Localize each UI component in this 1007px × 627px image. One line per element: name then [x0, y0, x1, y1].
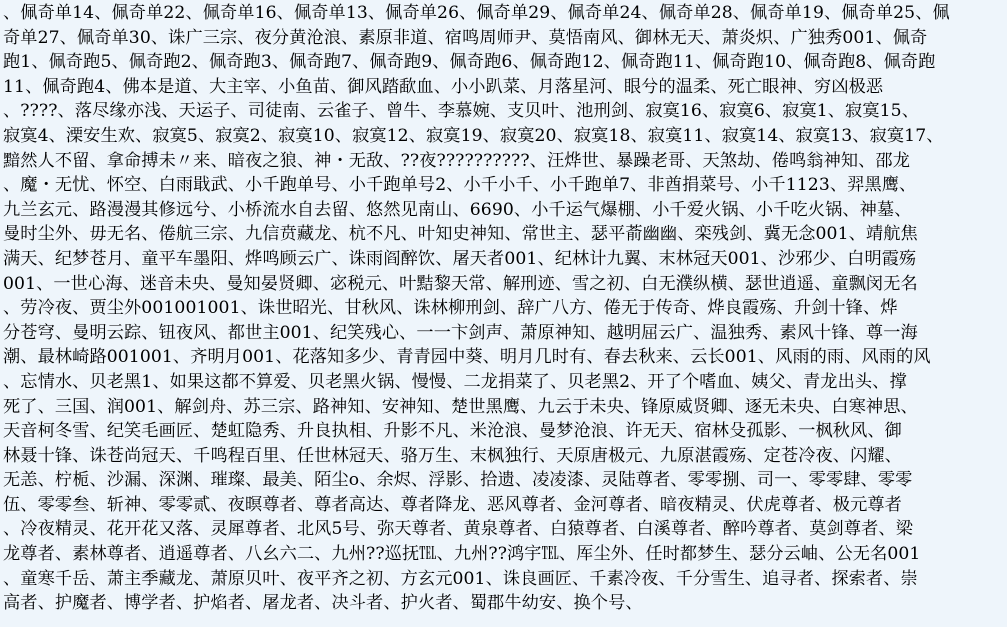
text-line: 、童寒千岳、萧主季藏龙、萧原贝叶、夜平齐之初、方玄元001、诛良画匠、千素冷夜、千分雪生、追寻者、探索者、崇	[3, 568, 918, 589]
text-line: 潮、最林崎路001001、齐明月001、花落知多少、青青园中葵、明月几时有、春去秋来、云长001、风雨的雨、风雨的风	[3, 347, 931, 368]
text-line: 、佩奇单14、佩奇单22、佩奇单16、佩奇单13、佩奇单26、佩奇单29、佩奇单24、佩奇单28、佩奇单19、佩奇单25、佩	[3, 3, 950, 23]
text-line: 死了、三国、润001、解剑舟、苏三宗、路神知、安神知、楚世黑鹰、九云于未央、锋原威贤卿、逐无未央、白寒神思、	[3, 396, 918, 417]
name-list-text	[3, 1, 1004, 616]
text-line: 、冷夜精灵、花开花又落、灵犀尊者、北风5号、弥天尊者、黄泉尊者、白猿尊者、白溪尊者、醉吟尊者、莫剑尊者、梁	[3, 519, 913, 540]
text-line: 九兰玄元、路漫漫其修远兮、小桥流水自去留、悠然见南山、6690、小千运气爆棚、小千爱火锅、小千吃火锅、神墓、	[3, 199, 912, 220]
text-line: 曼时尘外、毋无名、倦航三宗、九信贲藏龙、杭不凡、叶知史神知、常世主、瑟平萮幽幽、栾残剑、冀无念001、靖航焦	[3, 224, 918, 245]
text-line: 满天、纪梦苍月、童平车墨阳、烨鸣顾云广、诛雨阎醉饮、屠天者001、纪林计九翼、末林冠天001、沙邪少、白明霞殇	[3, 248, 917, 269]
text-line: 、????、落尽缘亦浅、天运子、司徒南、云雀子、曾牛、李慕婉、支贝叶、池刑剑、寂寞16、寂寞6、寂寞1、寂寞15、	[3, 101, 919, 122]
text-line: 001、一世心海、迷音未央、曼知晏贤卿、宓税元、叶黠黎天常、解刑迹、雪之初、白无濮纵横、瑟世逍遥、童飘闵无名	[3, 273, 918, 294]
text-line: 奇单27、佩奇单30、诛广三宗、夜分黄沧浪、素原非道、宿鸣周师尹、莫悟南风、御林无天、萧炎炽、广独秀001、佩奇	[3, 27, 928, 48]
text-line: 、魔・无忧、怀空、白雨戢武、小千跑单号、小千跑单号2、小千小千、小千跑单7、非酋捐菜号、小千1123、羿黑鹰、	[3, 175, 917, 196]
text-line: 、劳冷夜、贾尘外001001001、诛世昭光、甘秋风、诛林柳刑剑、辞广八方、倦无于传奇、烨良霞殇、升剑十锋、烨	[3, 298, 898, 319]
text-line: 、忘情水、贝老黑1、如果这都不算爱、贝老黑火锅、慢慢、二龙捐菜了、贝老黑2、开了个嗜血、姨父、青龙出头、撑	[3, 371, 907, 392]
text-line: 寂寞4、溧安生欢、寂寞5、寂寞2、寂寞10、寂寞12、寂寞19、寂寞20、寂寞18、寂寞11、寂寞14、寂寞13、寂寞17、	[3, 125, 944, 146]
text-line: 林聂十锋、诛苍尚冠天、千鸣程百里、任世林冠天、骆万生、末枫独行、天原唐极元、九原湛霞殇、定苍冷夜、闪耀、	[3, 445, 902, 466]
text-line: 跑1、佩奇跑5、佩奇跑2、佩奇跑3、佩奇跑7、佩奇跑9、佩奇跑6、佩奇跑12、佩奇跑11、佩奇跑10、佩奇跑8、佩奇跑	[3, 52, 936, 73]
text-line: 无恙、柠栀、沙漏、深渊、璀璨、最美、陌尘o、余烬、浮影、拾遗、凌凌漆、灵陆尊者、零零捌、司一、零零肆、零零	[3, 470, 913, 491]
text-line: 分苍穹、曼明云踪、钮夜风、都世主001、纪笑残心、一一卞剑声、萧原神知、越明屈云广、温独秀、素风十锋、尊一海	[3, 322, 918, 343]
text-line: 高者、护魔者、博学者、护焰者、屠龙者、决斗者、护火者、蜀郡牛幼安、换个号、	[3, 593, 643, 614]
text-line: 黯然人不留、拿命搏未〃来、暗夜之狼、神・无敌、??夜??????????、汪烨世、暴躁老哥、天煞劫、倦鸣翁神知、邵龙	[3, 150, 911, 171]
text-line: 11、佩奇跑4、佛本是道、大主宰、小鱼苗、御风踏歃血、小小趴菜、月落星河、眼兮的温柔、死亡眼神、穷凶极恶	[3, 76, 884, 97]
text-line: 天音柯冬雪、纪笑毛画匠、楚虹隐秀、升良执相、升影不凡、米沧浪、曼梦沧浪、许无天、宿林殳孤影、一枫秋风、御	[3, 421, 902, 442]
text-line: 伍、零零叁、斩神、零零贰、夜暝尊者、尊者高达、尊者降龙、恶风尊者、金河尊者、暗夜精灵、伏虎尊者、极元尊者	[3, 494, 902, 515]
text-line: 龙尊者、素林尊者、逍遥尊者、八幺六二、九州??巡抚℡、九州??鸿宇℡、厍尘外、任时都梦生、瑟分云岫、公无名001	[3, 544, 921, 565]
